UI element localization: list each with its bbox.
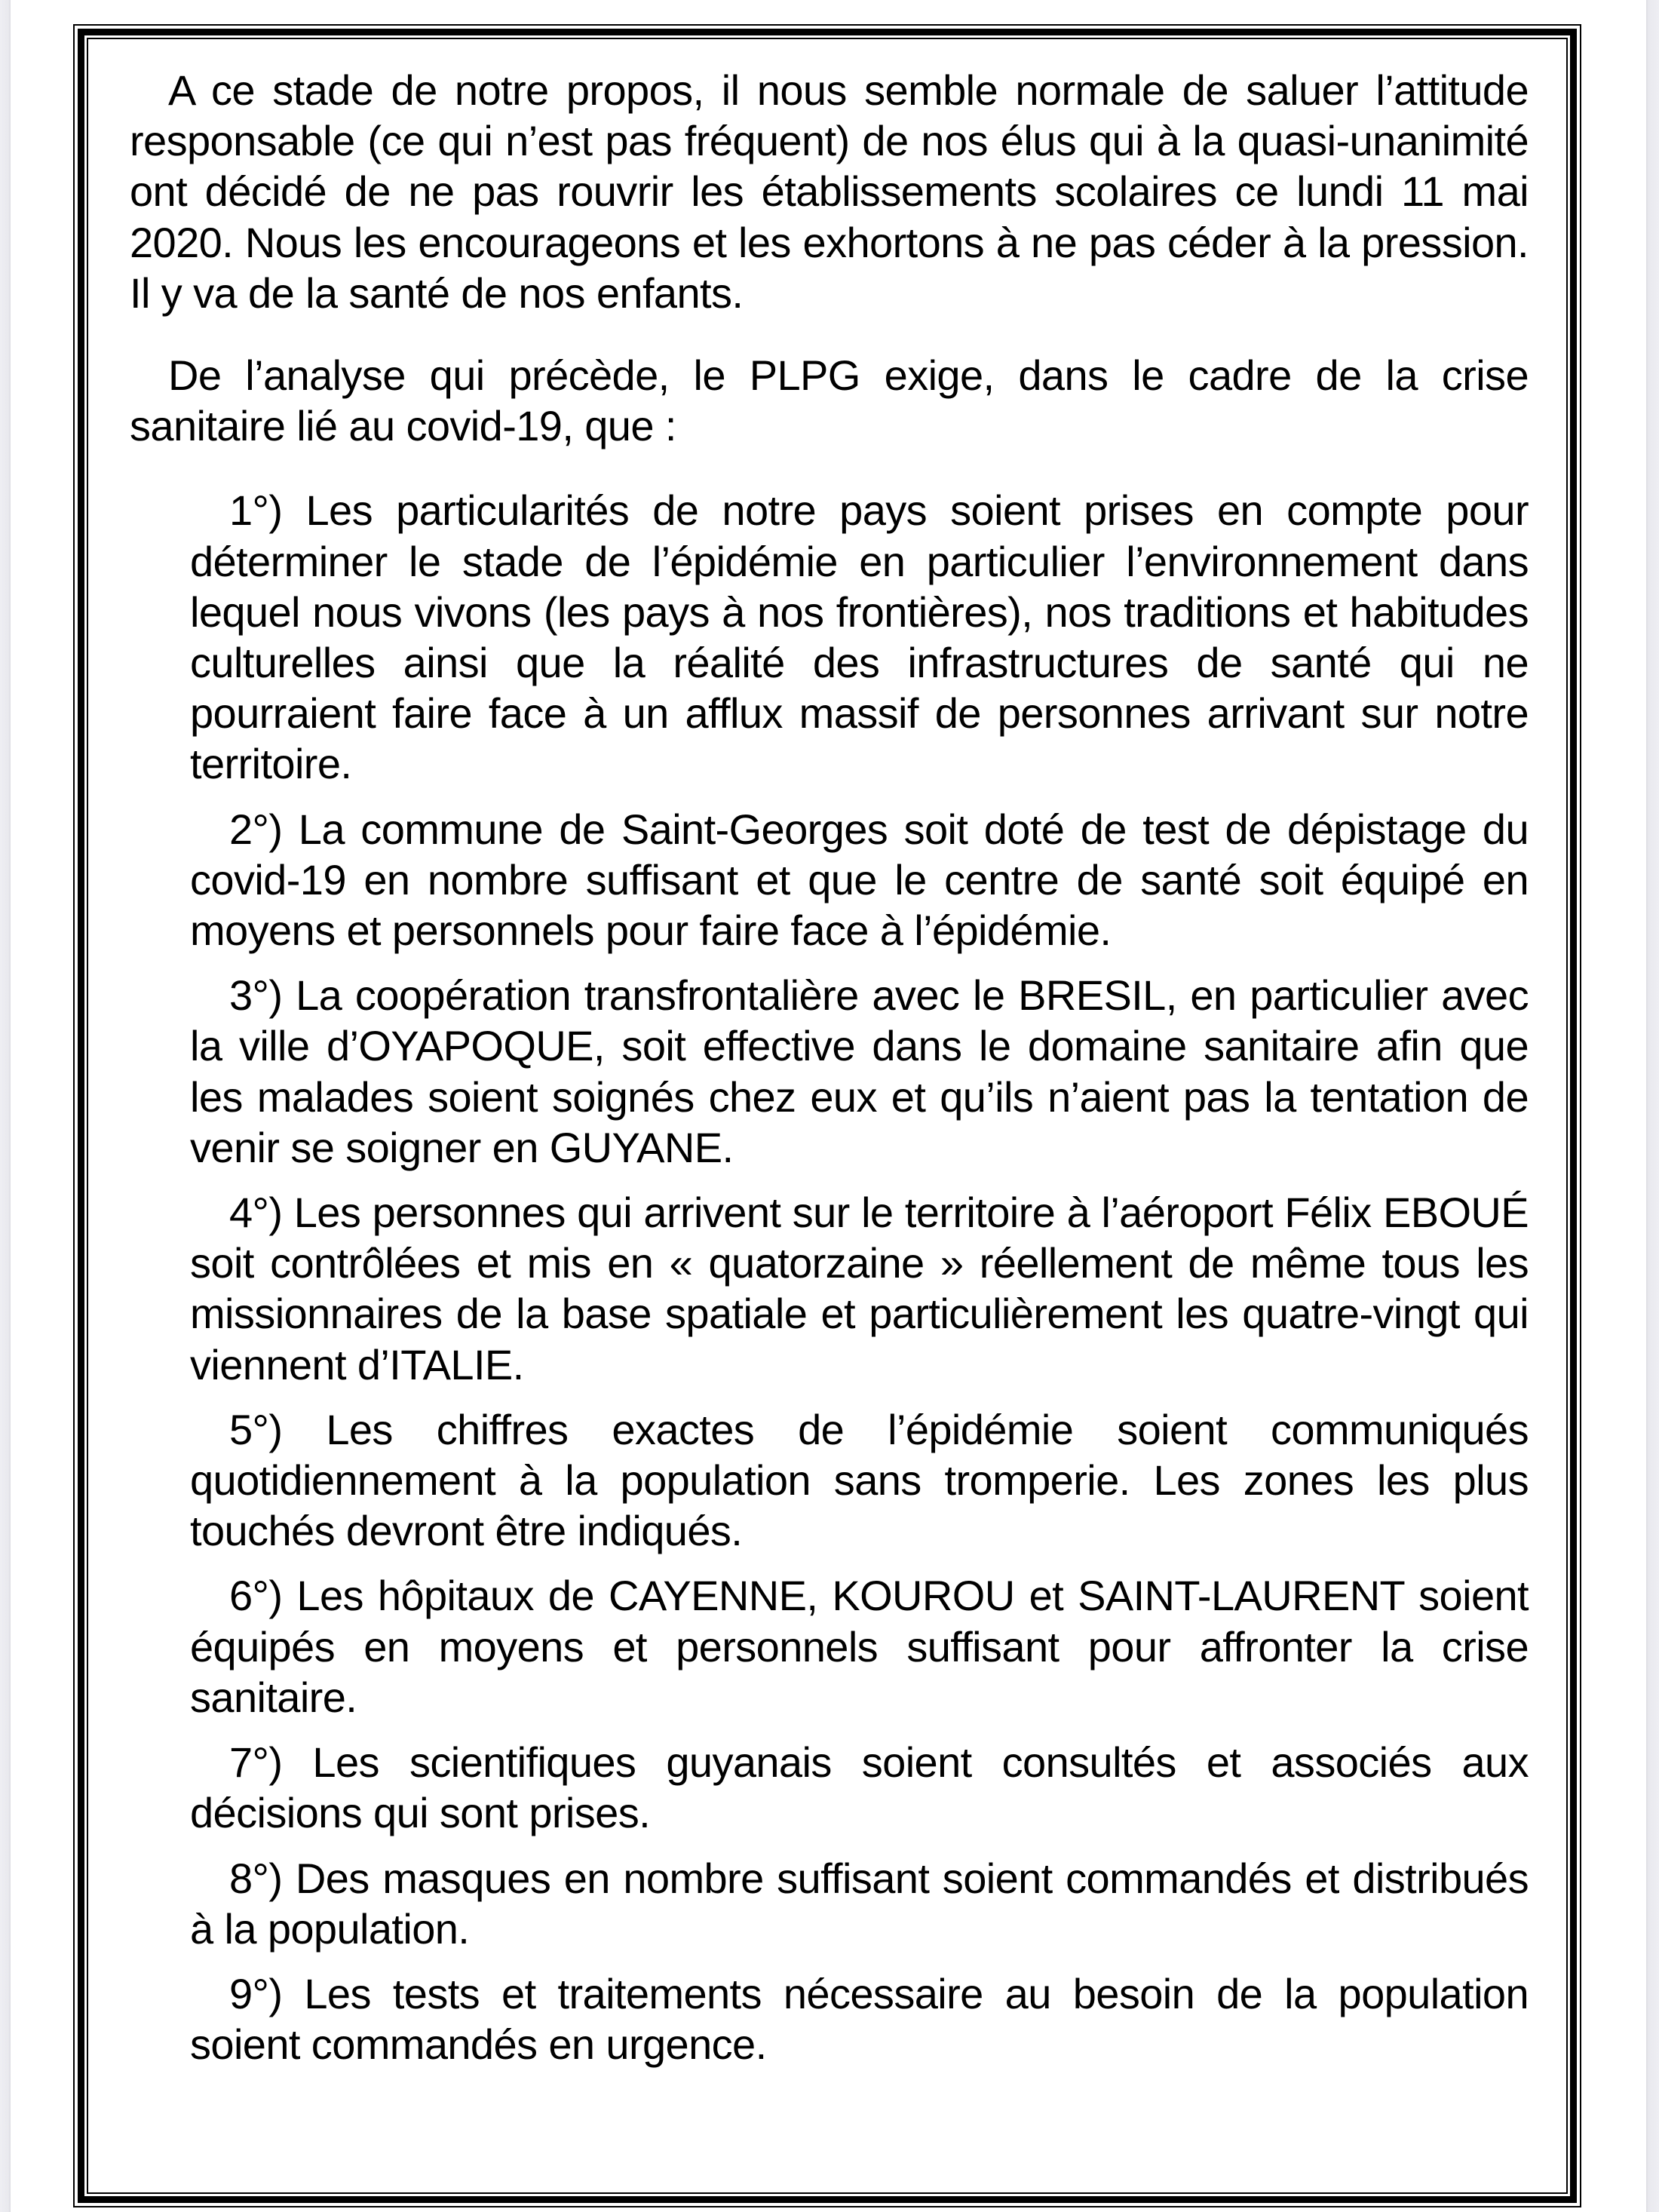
viewer-right-edge — [1646, 0, 1659, 2212]
demand-item: 2°) La commune de Saint-Georges soit doté de test de dépistage du covid-19 en nombre suffisant et que le centre de santé soit équipé en moyens et personnels pour faire face à l’épidémie. — [190, 805, 1529, 955]
demand-item: 6°) Les hôpitaux de CAYENNE, KOUROU et SAINT-LAURENT soient équipés en moyens et personnels suffisant pour affronter la crise sanitaire. — [190, 1572, 1529, 1721]
demand-item: 5°) Les chiffres exactes de l’épidémie soient communiqués quotidiennement à la population sans tromperie. Les zones les plus touchés devront être indiqués. — [190, 1405, 1529, 1555]
viewer-left-edge — [0, 0, 11, 2212]
demand-item: 1°) Les particularités de notre pays soient prises en compte pour déterminer le stade de l’épidémie en particulier l’environnement dans lequel nous vivons (les pays à nos frontières), nos traditions et habitudes culturelles ainsi que la réalité des infrastructures de santé qui ne pourraient faire face à un afflux massif de personnes arrivant sur notre territoire. — [190, 486, 1529, 788]
demand-item: 9°) Les tests et traitements nécessaire au besoin de la population soient commandés en urgence. — [190, 1969, 1529, 2069]
demands-list — [190, 485, 1529, 2069]
demands-lead-paragraph: De l’analyse qui précède, le PLPG exige, dans le cadre de la crise sanitaire lié au covid-19, que : — [130, 351, 1529, 450]
demand-item: 4°) Les personnes qui arrivent sur le territoire à l’aéroport Félix EBOUÉ soit contrôlées et mis en « quatorzaine » réellement de même tous les missionnaires de la base spatiale et particulièrement les quatre-vingt qui viennent d’ITALIE. — [190, 1189, 1529, 1388]
demand-item: 7°) Les scientifiques guyanais soient consultés et associés aux décisions qui sont prises. — [190, 1738, 1529, 1837]
demand-item: 8°) Des masques en nombre suffisant soient commandés et distribués à la population. — [190, 1854, 1529, 1953]
document-body — [130, 65, 1529, 2069]
intro-paragraph: A ce stade de notre propos, il nous semble normale de saluer l’attitude responsable (ce qui n’est pas fréquent) de nos élus qui à la quasi-unanimité ont décidé de ne pas rouvrir les établissements scolaires ce lundi 11 mai 2020. Nous les encourageons et les exhortons à ne pas céder à la pression. Il y va de la santé de nos enfants. — [130, 66, 1529, 317]
demand-item: 3°) La coopération transfrontalière avec le BRESIL, en particulier avec la ville d’OYAPOQUE, soit effective dans le domaine sanitaire afin que les malades soient soignés chez eux et qu’ils n’aient pas la tentation de venir se soigner en GUYANE. — [190, 971, 1529, 1171]
